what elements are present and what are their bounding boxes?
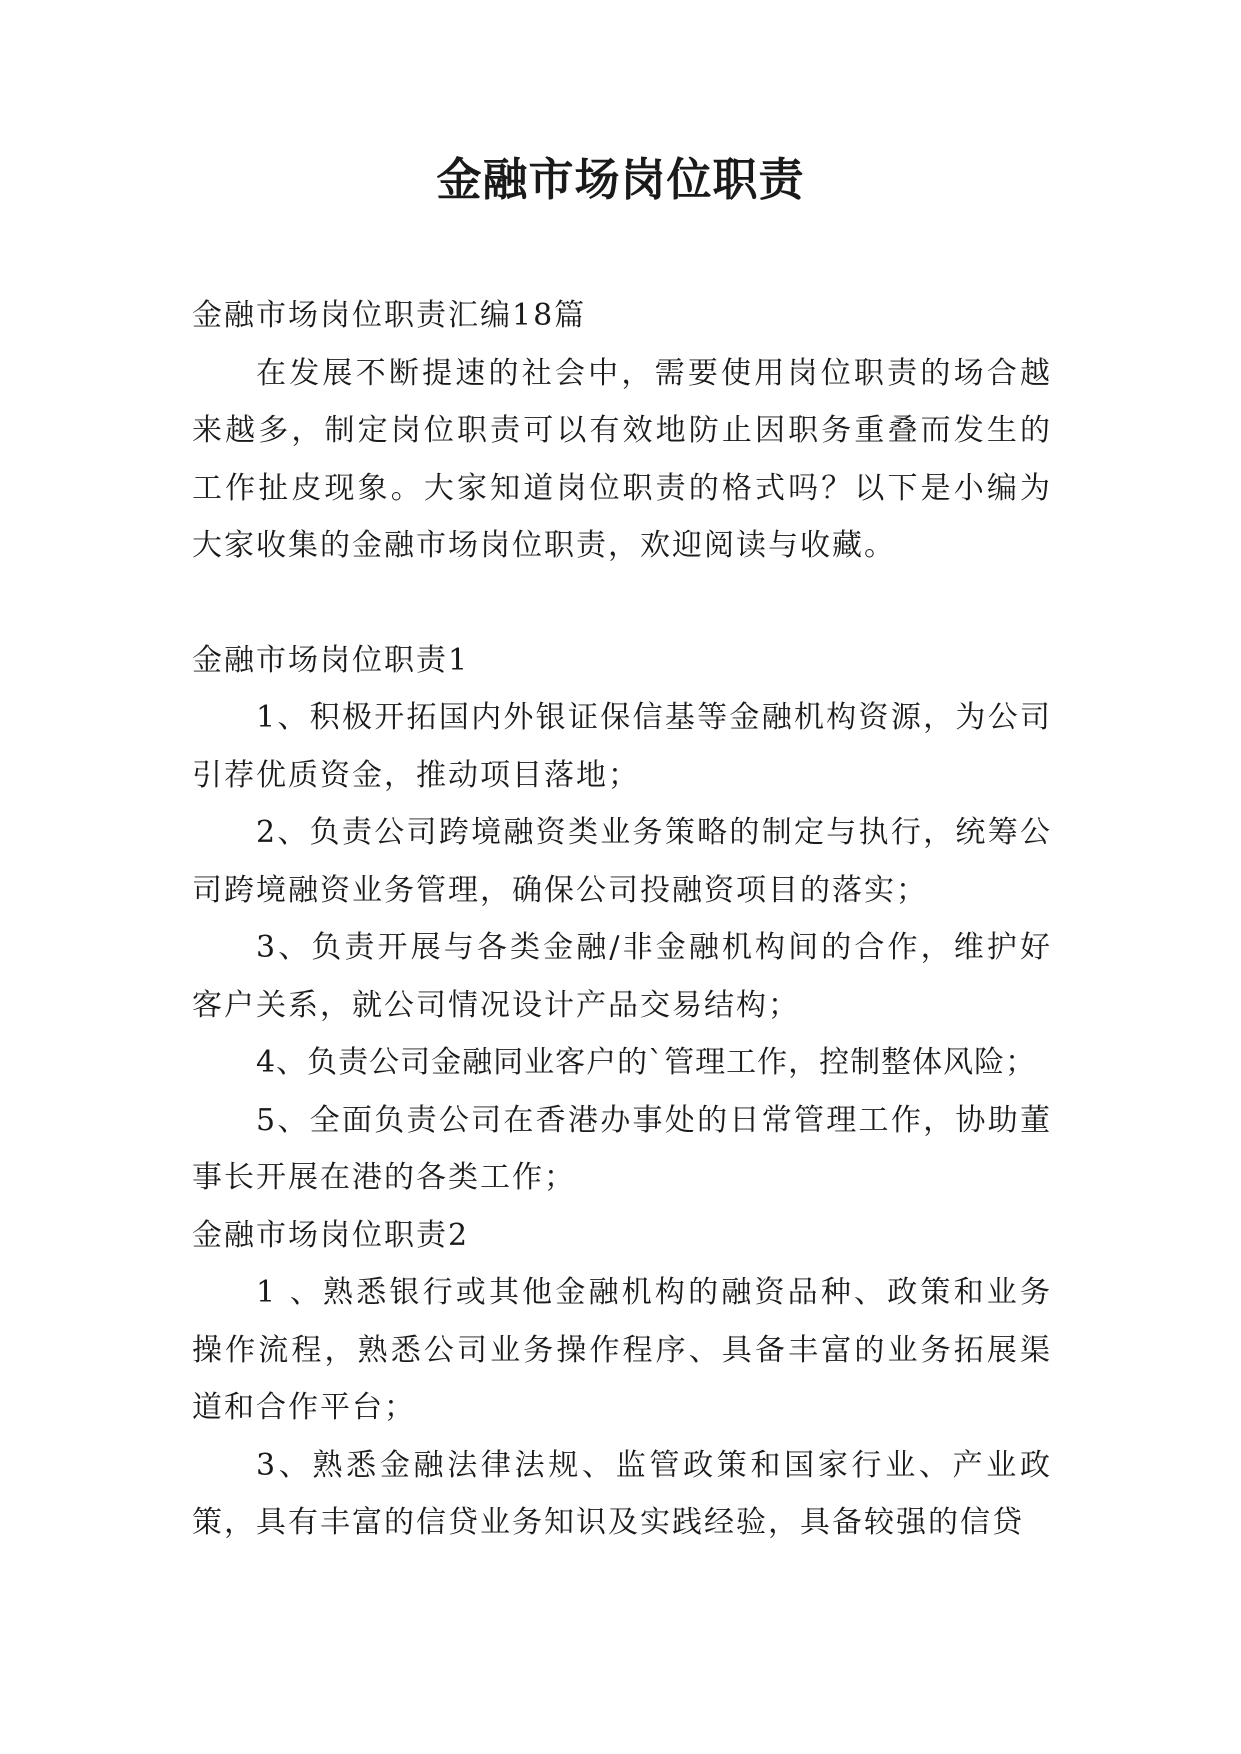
section-1-item-4: 4、负责公司金融同业客户的`管理工作，控制整体风险； [256,1045,1037,1080]
section-1-item-3: 3、负责开展与各类金融/非金融机构间的合作，维护好客户关系，就公司情况设计产品交易结构； [192,930,1052,1023]
section-heading-2: 金融市场岗位职责2 [192,1217,470,1253]
section-heading-1: 金融市场岗位职责1 [192,642,470,678]
paragraph-gap [192,575,1052,632]
document-title: 金融市场岗位职责 [436,153,805,206]
section-1-item-1: 1、积极开拓国内外银证保信基等金融机构资源，为公司引荐优质资金，推动项目落地； [192,700,1052,793]
section-1-item-2: 2、负责公司跨境融资类业务策略的制定与执行，统筹公司跨境融资业务管理，确保公司投融资项目的落实； [192,815,1052,908]
section-2-item-1: 1 、熟悉银行或其他金融机构的融资品种、政策和业务操作流程，熟悉公司业务操作程序、具备丰富的业务拓展渠道和合作平台； [192,1275,1052,1425]
document-subtitle: 金融市场岗位职责汇编18篇 [192,298,587,333]
section-1-item-5: 5、全面负责公司在香港办事处的日常管理工作，协助董事长开展在港的各类工作； [192,1102,1052,1195]
intro-paragraph: 在发展不断提速的社会中，需要使用岗位职责的场合越来越多，制定岗位职责可以有效地防止因职务重叠而发生的工作扯皮现象。大家知道岗位职责的格式吗？以下是小编为大家收集的金融市场岗位职责，欢迎阅读与收藏。 [192,355,1052,563]
section-2-item-2: 3、熟悉金融法律法规、监管政策和国家行业、产业政策，具有丰富的信贷业务知识及实践经验，具备较强的信贷 [192,1447,1052,1540]
document-body [192,287,1052,1552]
